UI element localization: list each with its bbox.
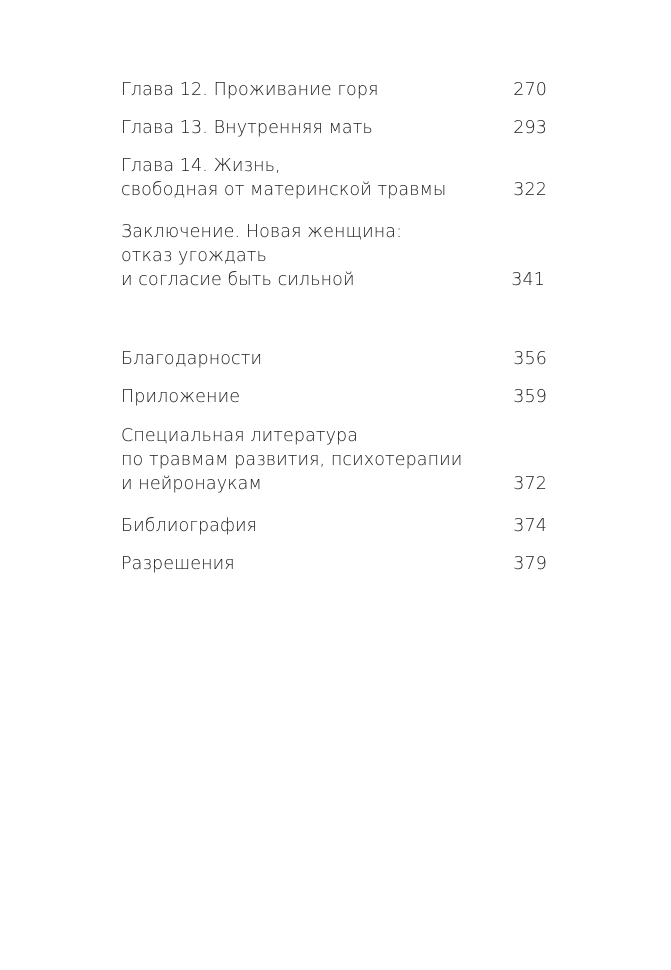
toc-entry-title: [121, 154, 491, 202]
toc-entry-title-line: Благодарности: [121, 349, 263, 369]
toc-entry-title-line: Глава 13. Внутренняя мать: [121, 118, 373, 138]
toc-entry-title-line: по травмам развития, психотерапии: [121, 450, 463, 470]
toc-entry-title-line: Глава 12. Проживание горя: [121, 80, 379, 100]
toc-entry-page-number: 270: [513, 80, 547, 100]
toc-entry-title-line: Заключение. Новая женщина:: [121, 222, 403, 242]
toc-entry-title-line: и нейронаукам: [121, 474, 262, 494]
toc-entry-page-number: 322: [513, 180, 547, 200]
toc-entry-page-number: 359: [513, 387, 547, 407]
toc-entry-title: [121, 552, 491, 576]
toc-entry-title: [121, 116, 491, 140]
toc-entry-title: [121, 385, 491, 409]
toc-entry-page-number: 372: [513, 474, 547, 494]
toc-entry-conclusion[interactable]: [121, 220, 547, 292]
toc-entry-title-line: свободная от материнской травмы: [121, 180, 447, 200]
toc-entry-appendix[interactable]: [121, 385, 547, 409]
toc-entry-title-line: Специальная литература: [121, 426, 359, 446]
toc-entry-acknowledgements[interactable]: [121, 347, 547, 371]
toc-entry-title: [121, 78, 491, 102]
toc-entry-page-number: 341: [511, 270, 545, 290]
toc-entry-title: [121, 514, 491, 538]
toc-entry-title-line: и согласие быть сильной: [121, 270, 355, 290]
toc-entry-page-number: 379: [513, 554, 547, 574]
toc-entry-title: [121, 424, 491, 496]
toc-entry-bibliography[interactable]: [121, 514, 547, 538]
toc-entry-title-line: Приложение: [121, 387, 241, 407]
toc-entry-page-number: 374: [513, 516, 547, 536]
toc-entry-title: [121, 220, 491, 292]
toc-entry-chapter-14[interactable]: [121, 154, 547, 202]
toc-entry-permissions[interactable]: [121, 552, 547, 576]
toc-entry-title-line: отказ угождать: [121, 246, 267, 266]
toc-entry-title-line: Разрешения: [121, 554, 235, 574]
toc-entry-title-line: Глава 14. Жизнь,: [121, 156, 281, 176]
toc-entry-page-number: 293: [513, 118, 547, 138]
toc-entry-title-line: Библиография: [121, 516, 258, 536]
toc-entry-page-number: 356: [513, 349, 547, 369]
toc-entry-title: [121, 347, 491, 371]
toc-entry-chapter-12[interactable]: [121, 78, 547, 102]
toc-entry-special-literature[interactable]: [121, 424, 547, 496]
toc-entry-chapter-13[interactable]: [121, 116, 547, 140]
